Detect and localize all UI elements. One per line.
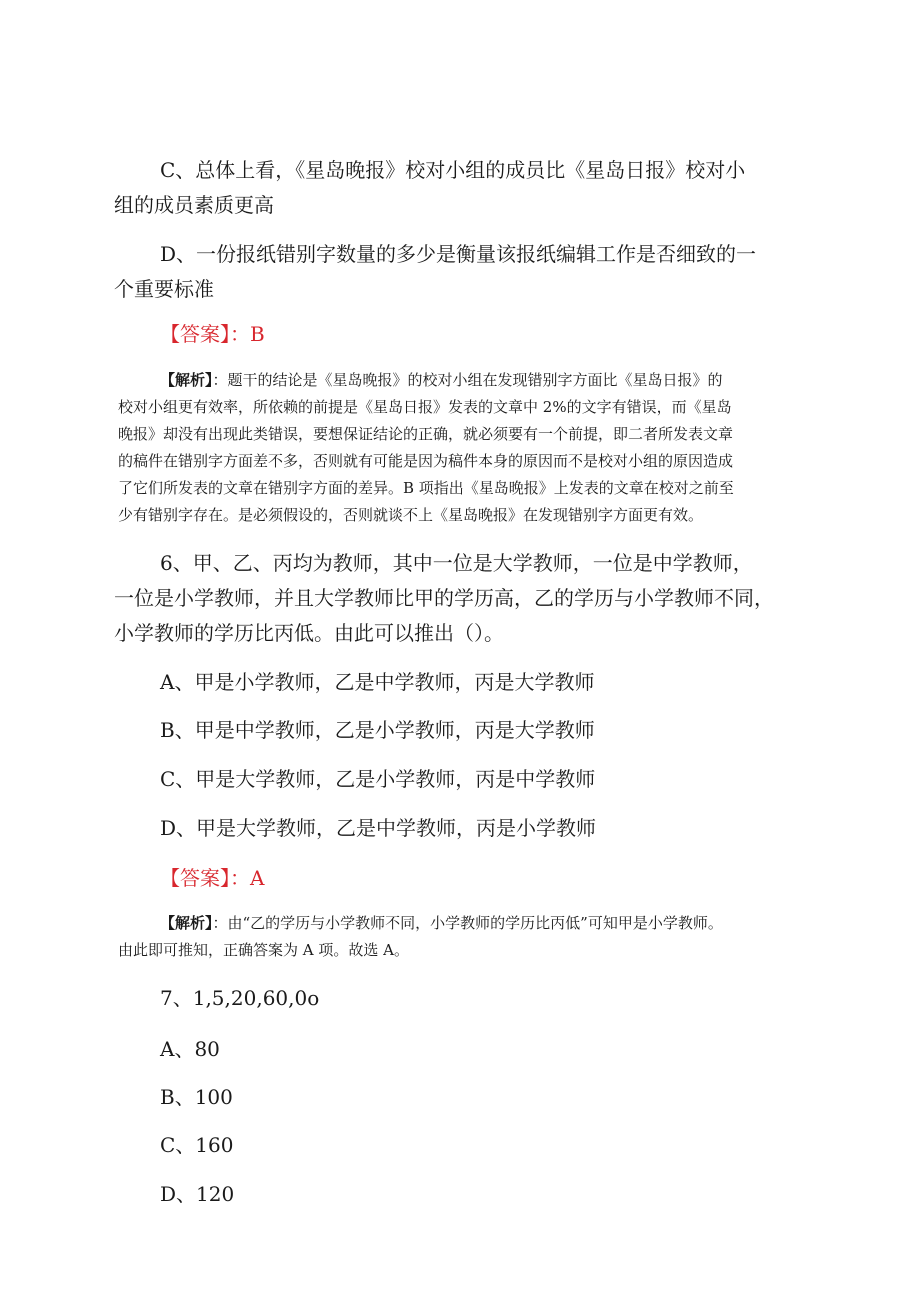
q5-option-d-line2: 个重要标准 bbox=[114, 277, 214, 301]
q5-explanation-line4: 的稿件在错别字方面差不多，否则就有可能是因为稿件本身的原因而不是校对小组的原因造成 bbox=[118, 452, 734, 470]
q7-option-b: B、100 bbox=[160, 1085, 233, 1109]
q6-option-a: A、甲是小学教师，乙是中学教师，丙是大学教师 bbox=[160, 670, 595, 694]
q5-explanation-line1 bbox=[160, 369, 723, 391]
q5-option-c-line1: C、总体上看，《星岛晚报》校对小组的成员比《星岛日报》校对小 bbox=[160, 158, 746, 182]
q7-option-d: D、120 bbox=[160, 1182, 235, 1206]
q6-explanation-line2: 由此即可推知，正确答案为 A 项。故选 A。 bbox=[118, 941, 409, 959]
q5-option-c-line2: 组的成员素质更高 bbox=[114, 193, 274, 217]
q6-option-b: B、甲是中学教师，乙是小学教师，丙是大学教师 bbox=[160, 718, 595, 742]
q7-option-c: C、160 bbox=[160, 1133, 234, 1157]
q6-option-c: C、甲是大学教师，乙是小学教师，丙是中学教师 bbox=[160, 767, 596, 791]
q7-option-a: A、80 bbox=[160, 1037, 220, 1061]
q5-option-d-line1: D、一份报纸错别字数量的多少是衡量该报纸编辑工作是否细致的一 bbox=[160, 242, 757, 266]
q6-answer: 【答案】：A bbox=[160, 866, 265, 890]
q5-answer: 【答案】：B bbox=[160, 322, 265, 346]
q6-explanation-line1 bbox=[160, 912, 723, 934]
q6-stem-line3: 小学教师的学历比丙低。由此可以推出（）。 bbox=[114, 621, 504, 645]
q5-explanation-label: 【解析】 bbox=[160, 371, 213, 389]
q5-explanation-line2: 校对小组更有效率，所依赖的前提是《星岛日报》发表的文章中 2%的文字有错误，而《星岛 bbox=[118, 398, 732, 416]
q6-explanation-text1: ：由“乙的学历与小学教师不同，小学教师的学历比丙低”可知甲是小学教师。 bbox=[212, 914, 723, 932]
q6-stem-line2: 一位是小学教师，并且大学教师比甲的学历高，乙的学历与小学教师不同， bbox=[114, 586, 774, 610]
q5-explanation-line3: 晚报》却没有出现此类错误，要想保证结论的正确，就必须要有一个前提，即二者所发表文章 bbox=[118, 425, 734, 443]
q5-explanation-line6: 少有错别字存在。是必须假设的，否则就谈不上《星岛晚报》在发现错别字方面更有效。 bbox=[118, 506, 704, 524]
q7-stem: 7、1,5,20,60,0o bbox=[160, 986, 320, 1010]
q5-explanation-text1: ：题干的结论是《星岛晚报》的校对小组在发现错别字方面比《星岛日报》的 bbox=[212, 371, 723, 389]
q6-explanation-label: 【解析】 bbox=[160, 914, 213, 932]
q6-option-d: D、甲是大学教师，乙是中学教师，丙是小学教师 bbox=[160, 816, 597, 840]
q6-stem-line1: 6、甲、乙、丙均为教师，其中一位是大学教师，一位是中学教师， bbox=[160, 551, 753, 575]
q5-explanation-line5: 了它们所发表的文章在错别字方面的差异。B 项指出《星岛晚报》上发表的文章在校对之前至 bbox=[118, 479, 734, 497]
